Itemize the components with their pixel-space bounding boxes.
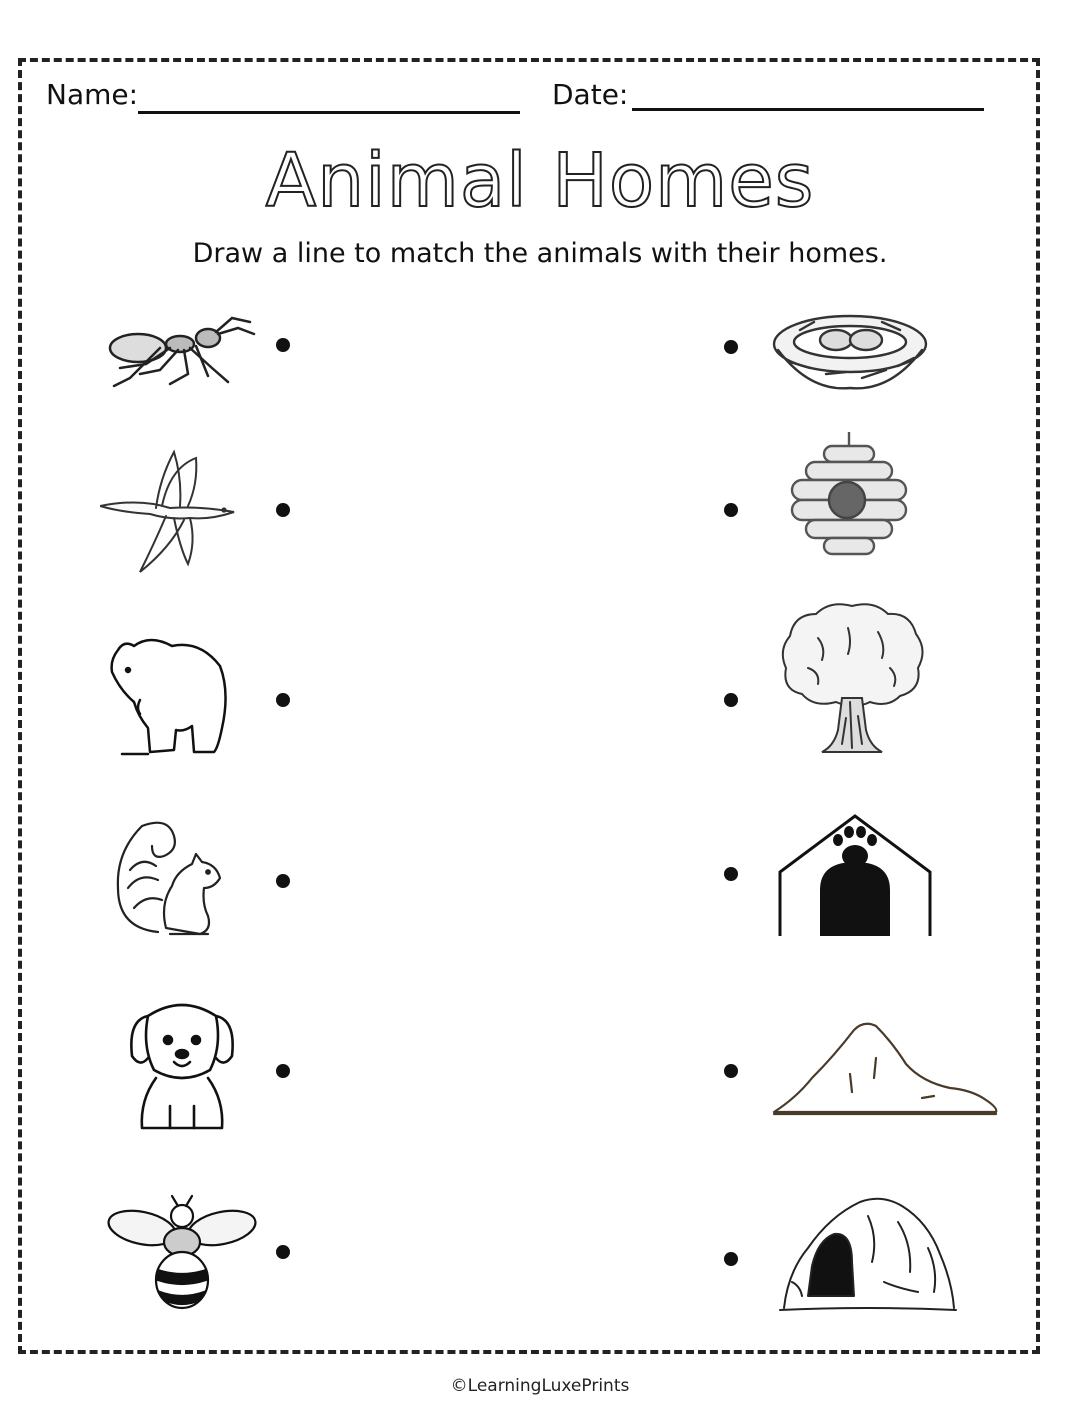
anthill-icon (772, 1018, 1000, 1118)
bee-icon (104, 1194, 260, 1312)
match-dot-home-6[interactable] (724, 1252, 738, 1266)
nest-icon (770, 308, 930, 392)
bear-icon (104, 632, 232, 758)
bird-icon (100, 448, 240, 580)
match-dot-animal-4[interactable] (276, 874, 290, 888)
match-dot-animal-1[interactable] (276, 338, 290, 352)
squirrel-icon (112, 816, 228, 940)
tree-icon (778, 598, 926, 758)
beehive-icon (786, 430, 912, 560)
date-label: Date: (552, 78, 629, 111)
name-field[interactable] (138, 111, 520, 114)
match-dot-animal-6[interactable] (276, 1245, 290, 1259)
match-dot-animal-3[interactable] (276, 693, 290, 707)
page-title: Animal Homes (265, 138, 815, 224)
instructions: Draw a line to match the animals with their homes. (192, 238, 888, 269)
date-field[interactable] (632, 108, 984, 111)
cave-icon (778, 1192, 958, 1314)
match-dot-home-5[interactable] (724, 1064, 738, 1078)
match-dot-home-1[interactable] (724, 340, 738, 354)
match-dot-animal-2[interactable] (276, 503, 290, 517)
match-dot-home-2[interactable] (724, 503, 738, 517)
match-dot-animal-5[interactable] (276, 1064, 290, 1078)
name-label: Name: (46, 78, 139, 111)
doghouse-icon (776, 810, 934, 938)
match-dot-home-3[interactable] (724, 693, 738, 707)
dog-icon (126, 996, 238, 1136)
copyright-footer: ©LearningLuxePrints (450, 1376, 630, 1396)
match-dot-home-4[interactable] (724, 867, 738, 881)
ant-icon (100, 312, 260, 392)
